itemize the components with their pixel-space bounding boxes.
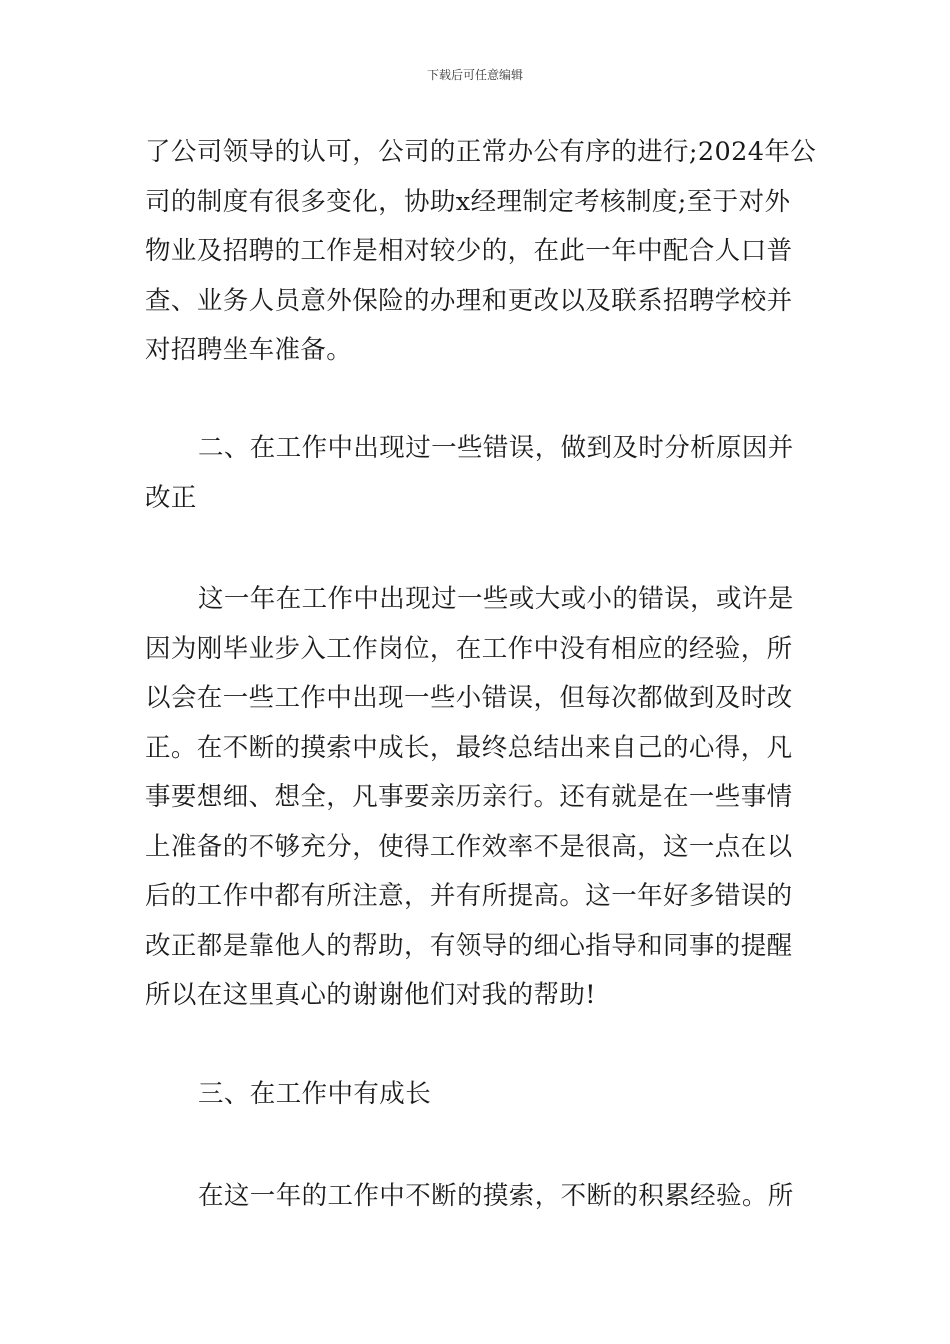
section-heading-3 xyxy=(145,1070,813,1120)
text-line: 在这一年的工作中不断的摸索，不断的积累经验。所 xyxy=(198,1181,794,1211)
heading-line: 改正 xyxy=(145,482,197,513)
heading-line: 二、在工作中出现过一些错误，做到及时分析原因并 xyxy=(198,433,794,463)
text-line: 了公司领导的认可，公司的正常办公有序的进行;2024年公 xyxy=(145,137,817,167)
text-line: 以会在一些工作中出现一些小错误，但每次都做到及时改 xyxy=(145,683,793,713)
text-line: 改正都是靠他人的帮助，有领导的细心指导和同事的提醒 xyxy=(145,930,793,961)
text-line: 所以在这里真心的谢谢他们对我的帮助! xyxy=(145,980,596,1010)
text-line: 后的工作中都有所注意，并有所提高。这一年好多错误的 xyxy=(145,881,793,911)
paragraph-growth xyxy=(145,1172,813,1222)
text-line: 正。在不断的摸索中成长，最终总结出来自己的心得，凡 xyxy=(145,732,793,763)
section-heading-2 xyxy=(145,424,813,523)
text-line: 事要想细、想全，凡事要亲历亲行。还有就是在一些事情 xyxy=(145,782,793,812)
text-line: 上准备的不够充分，使得工作效率不是很高，这一点在以 xyxy=(145,831,793,862)
text-line: 物业及招聘的工作是相对较少的，在此一年中配合人口普 xyxy=(145,236,793,266)
text-line: 对招聘坐车准备。 xyxy=(145,335,353,365)
text-line: 查、业务人员意外保险的办理和更改以及联系招聘学校并 xyxy=(145,285,793,316)
paragraph-errors xyxy=(145,575,813,1021)
paragraph-continuation xyxy=(145,128,817,376)
page-header: 下载后可任意编辑 xyxy=(426,68,523,82)
text-line: 因为刚毕业步入工作岗位，在工作中没有相应的经验，所 xyxy=(145,633,793,664)
text-line: 这一年在工作中出现过一些或大或小的错误，或许是 xyxy=(198,584,794,614)
heading-line: 三、在工作中有成长 xyxy=(198,1079,432,1109)
text-line: 司的制度有很多变化，协助x经理制定考核制度;至于对外 xyxy=(145,186,791,217)
